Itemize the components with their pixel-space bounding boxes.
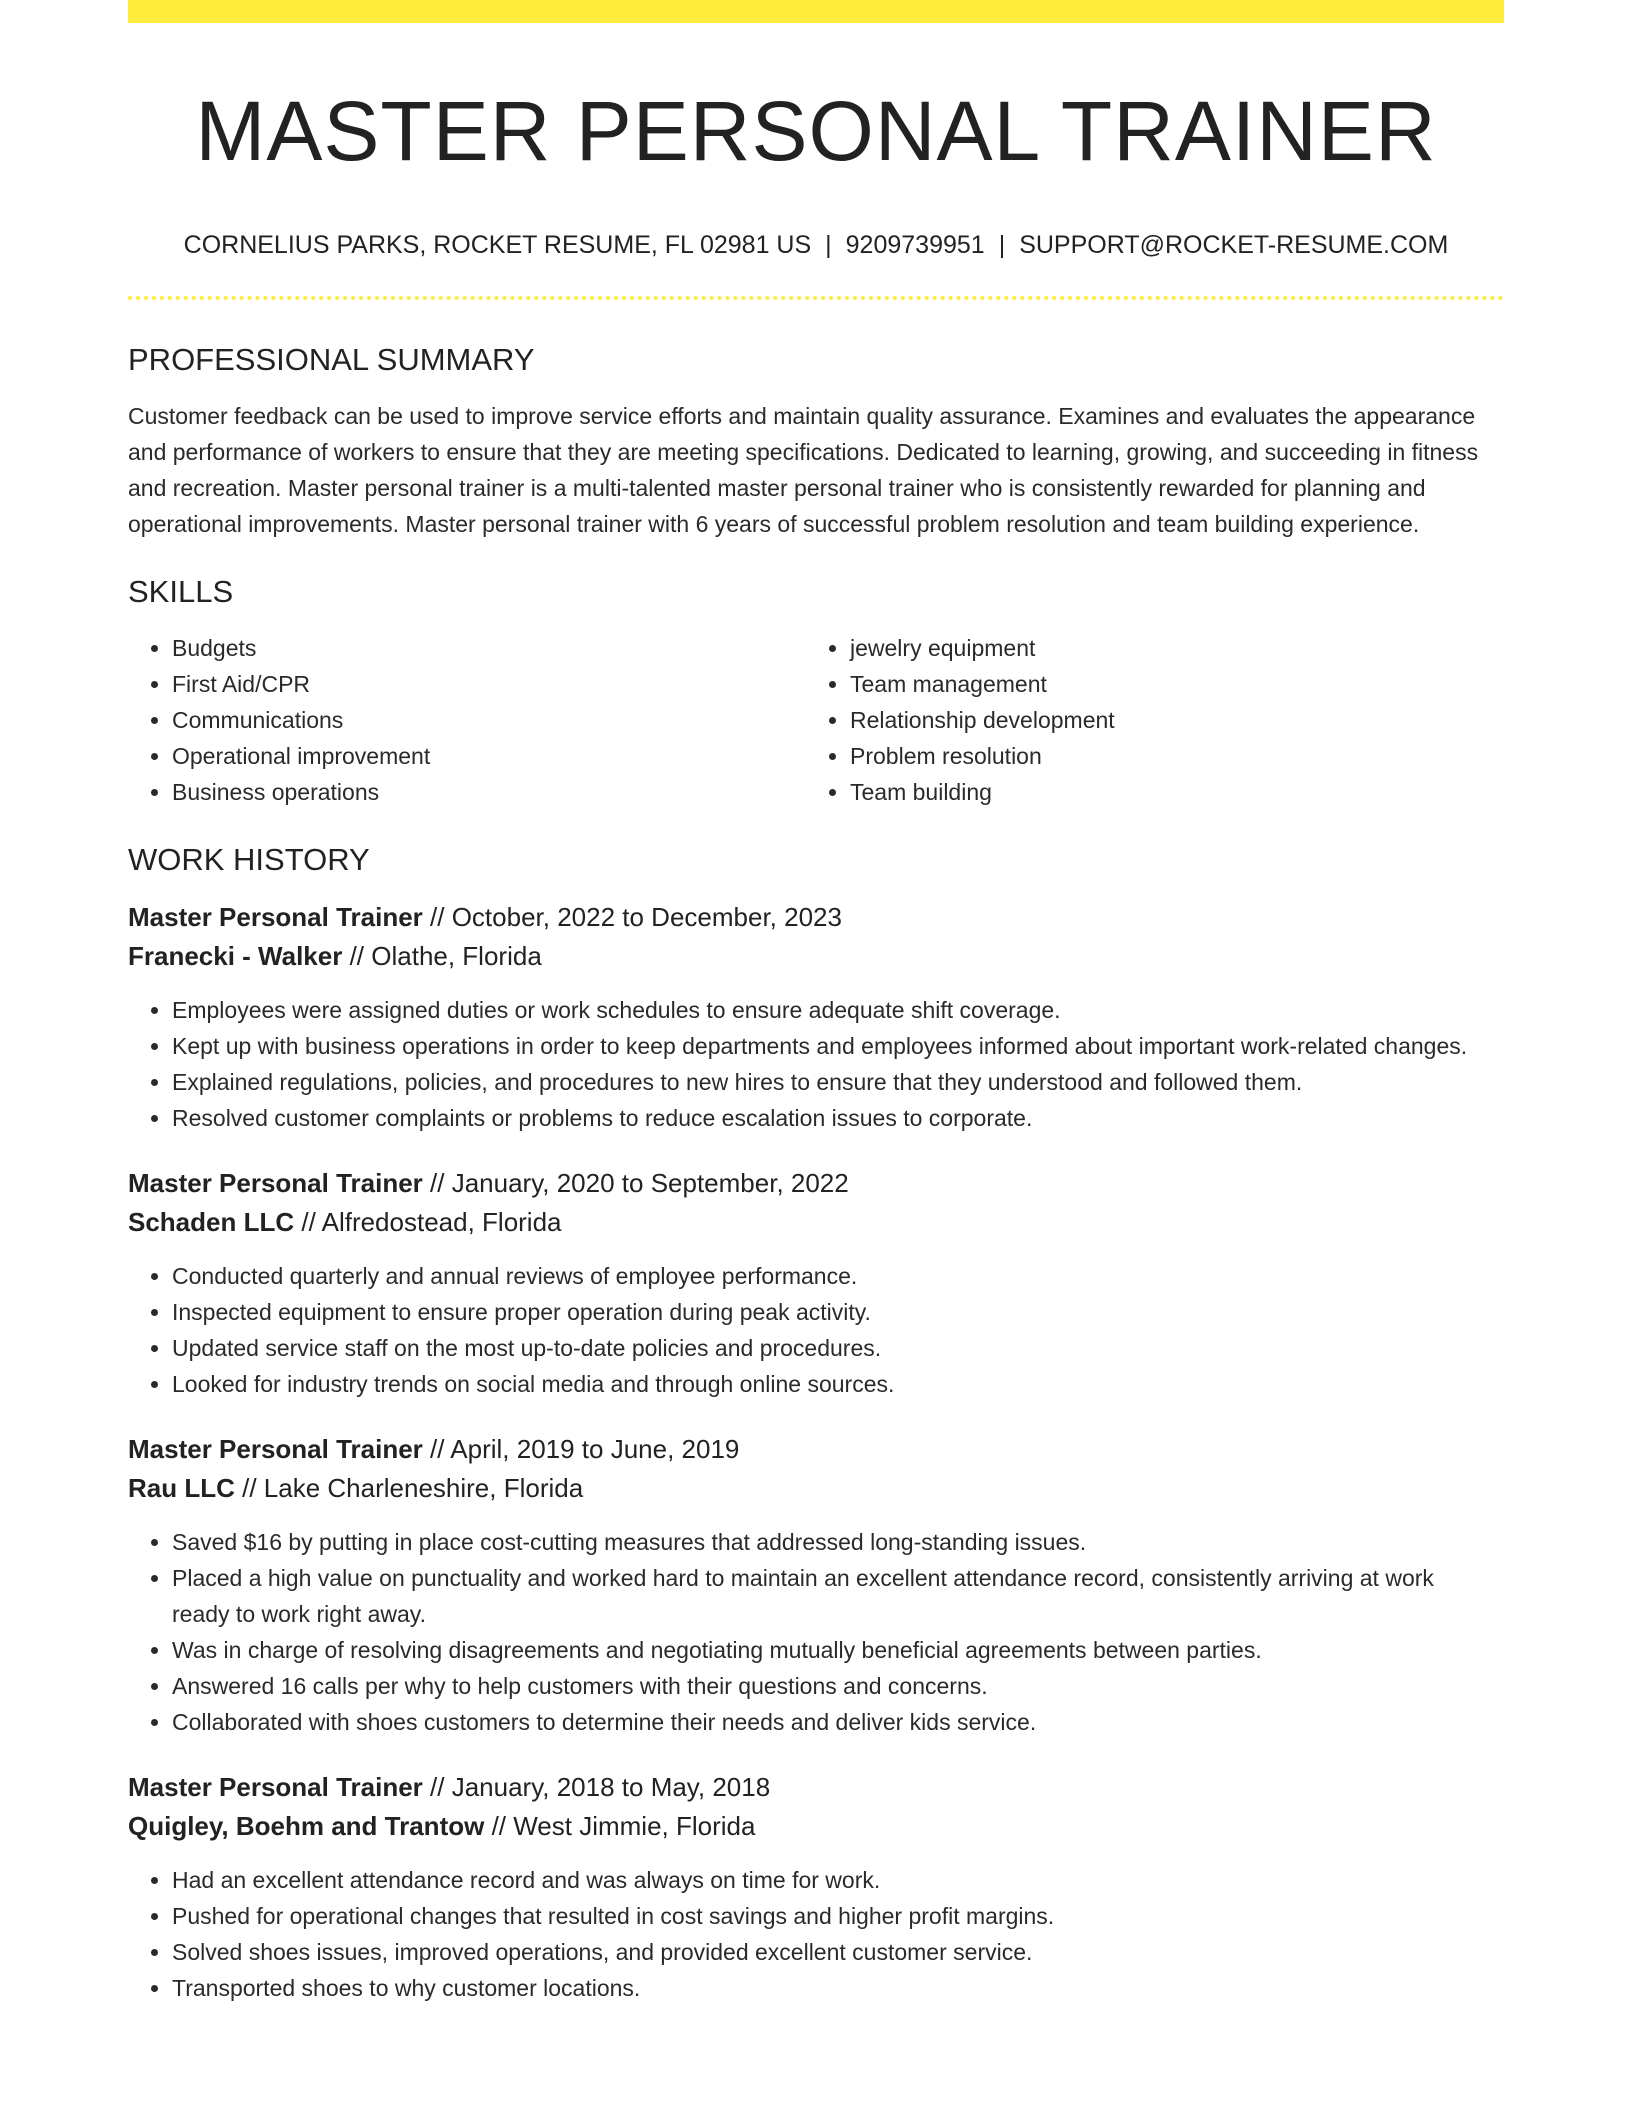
skill-item: • Budgets <box>172 630 806 666</box>
job-location: // Lake Charleneshire, Florida <box>234 1473 584 1503</box>
job-bullet: • Resolved customer complaints or problems to reduce escalation issues to corporate. <box>172 1100 1504 1136</box>
job-bullet: • Updated service staff on the most up-to-date policies and procedures. <box>172 1330 1504 1366</box>
job-company-line <box>128 1469 1504 1508</box>
skill-item: • jewelry equipment <box>850 630 1484 666</box>
job-title-line <box>128 898 1504 937</box>
skill-item: • Communications <box>172 702 806 738</box>
job-entry <box>128 1430 1504 1740</box>
job-company-line <box>128 1807 1504 1846</box>
job-location: // Alfredostead, Florida <box>294 1207 562 1237</box>
job-bullet: • Looked for industry trends on social media and through online sources. <box>172 1366 1504 1402</box>
job-bullet: • Collaborated with shoes customers to determine their needs and deliver kids service. <box>172 1704 1504 1740</box>
job-title-line <box>128 1430 1504 1469</box>
contact-phone: 9209739951 <box>845 231 985 259</box>
job-bullet: • Pushed for operational changes that resulted in cost savings and higher profit margins. <box>172 1898 1504 1934</box>
skill-item: • Team building <box>850 774 1484 810</box>
skill-item: • Business operations <box>172 774 806 810</box>
job-entry <box>128 1164 1504 1402</box>
work-history-heading: WORK HISTORY <box>128 842 370 877</box>
job-bullet: • Transported shoes to why customer locations. <box>172 1970 1504 2006</box>
job-bullet: • Was in charge of resolving disagreements and negotiating mutually beneficial agreements between parties. <box>172 1632 1504 1668</box>
job-location: // Olathe, Florida <box>342 941 542 971</box>
job-bullet: • Explained regulations, policies, and procedures to new hires to ensure that they understood and followed them. <box>172 1064 1504 1100</box>
skill-item: • First Aid/CPR <box>172 666 806 702</box>
work-history-list <box>128 898 1504 2006</box>
contact-separator: | <box>825 231 832 259</box>
dotted-divider <box>128 296 1504 300</box>
job-entry <box>128 1768 1504 2006</box>
job-bullets <box>128 1524 1504 1740</box>
job-title-line <box>128 1164 1504 1203</box>
job-bullet: • Kept up with business operations in order to keep departments and employees informed about important work-related changes. <box>172 1028 1504 1064</box>
job-title: Master Personal Trainer <box>128 1434 423 1464</box>
job-bullets <box>128 1862 1504 2006</box>
job-bullet: • Answered 16 calls per why to help customers with their questions and concerns. <box>172 1668 1504 1704</box>
job-company-line <box>128 1203 1504 1242</box>
job-location: // West Jimmie, Florida <box>484 1811 756 1841</box>
job-bullet: • Inspected equipment to ensure proper operation during peak activity. <box>172 1294 1504 1330</box>
job-company-line <box>128 937 1504 976</box>
job-bullets <box>128 992 1504 1136</box>
skills-list <box>128 630 1504 810</box>
resume-title: MASTER PERSONAL TRAINER <box>195 84 1437 178</box>
contact-separator: | <box>998 231 1006 259</box>
summary-heading: PROFESSIONAL SUMMARY <box>128 342 535 377</box>
skill-item: • Problem resolution <box>850 738 1484 774</box>
skills-heading: SKILLS <box>128 574 234 609</box>
job-title-line <box>128 1768 1504 1807</box>
skill-item: • Relationship development <box>850 702 1484 738</box>
job-title: Master Personal Trainer <box>128 1772 423 1802</box>
job-dates: // January, 2020 to September, 2022 <box>422 1168 849 1198</box>
skill-item: • Team management <box>850 666 1484 702</box>
skills-column-left <box>128 630 806 810</box>
job-dates: // April, 2019 to June, 2019 <box>422 1434 740 1464</box>
job-bullet: • Saved $16 by putting in place cost-cutting measures that addressed long-standing issues. <box>172 1524 1504 1560</box>
job-title: Master Personal Trainer <box>128 1168 423 1198</box>
contact-address: CORNELIUS PARKS, ROCKET RESUME, FL 02981 US <box>183 231 812 259</box>
job-dates: // January, 2018 to May, 2018 <box>422 1772 771 1802</box>
job-bullet: • Conducted quarterly and annual reviews of employee performance. <box>172 1258 1504 1294</box>
top-accent-bar <box>128 0 1504 23</box>
job-company: Quigley, Boehm and Trantow <box>128 1811 485 1841</box>
job-company: Schaden LLC <box>128 1207 295 1237</box>
summary-text: Customer feedback can be used to improve service efforts and maintain quality assurance. Examines and evaluates the appearance and performance of workers to ensure that they are meeting specifications. Dedicated to learning, growing, and succeeding in fitness and recreation. Master personal trainer is a multi-talented master personal trainer who is consistently rewarded for planning and operational improvements. Master personal trainer with 6 years of successful problem resolution and team building experience. <box>128 403 1479 537</box>
job-bullet: • Employees were assigned duties or work schedules to ensure adequate shift coverage. <box>172 992 1504 1028</box>
skills-column-right <box>806 630 1484 810</box>
contact-line <box>128 229 1504 261</box>
job-bullet: • Placed a high value on punctuality and worked hard to maintain an excellent attendance record, consistently arriving at work ready to work right away. <box>172 1560 1504 1632</box>
job-company: Rau LLC <box>128 1473 235 1503</box>
job-bullet: • Solved shoes issues, improved operations, and provided excellent customer service. <box>172 1934 1504 1970</box>
skill-item: • Operational improvement <box>172 738 806 774</box>
job-entry <box>128 898 1504 1136</box>
resume-page <box>128 0 1504 2006</box>
job-title: Master Personal Trainer <box>128 902 423 932</box>
job-bullets <box>128 1258 1504 1402</box>
job-bullet: • Had an excellent attendance record and was always on time for work. <box>172 1862 1504 1898</box>
job-company: Franecki - Walker <box>128 941 343 971</box>
job-dates: // October, 2022 to December, 2023 <box>422 902 842 932</box>
contact-email: SUPPORT@ROCKET-RESUME.COM <box>1019 231 1449 259</box>
